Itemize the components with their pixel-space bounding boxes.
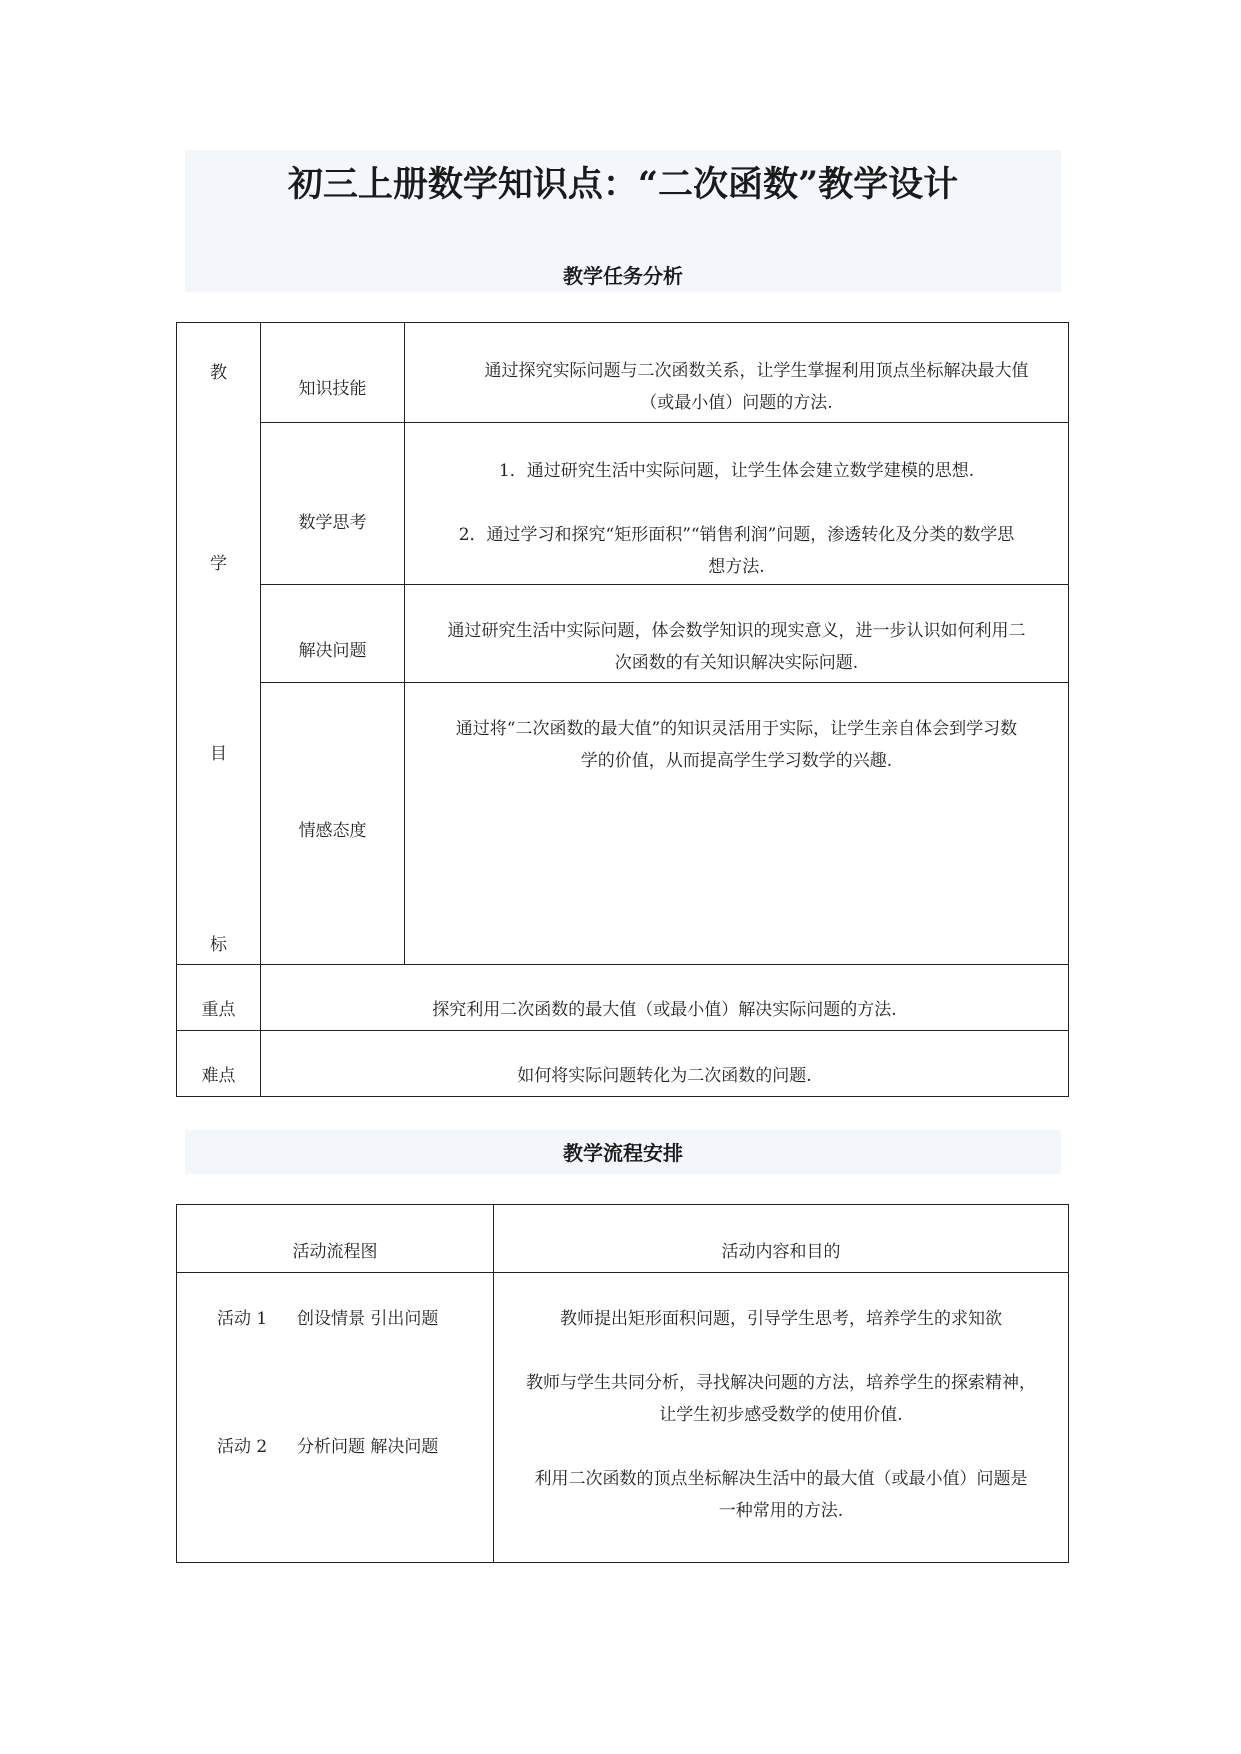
table-row <box>177 423 1069 585</box>
category-cell <box>261 683 405 965</box>
table-row <box>177 1031 1069 1097</box>
activity-name: 分析问题 解决问题 <box>297 1437 439 1457</box>
header-activity-flow: 活动流程图 <box>177 1205 494 1273</box>
description-line <box>415 487 1058 519</box>
table-row <box>177 683 1069 965</box>
goal-label-char: 教 <box>210 363 227 383</box>
table-row <box>177 965 1069 1031</box>
category-label: 知识技能 <box>298 379 367 399</box>
description-line: 通过研究生活中实际问题，体会数学知识的现实意义，进一步认识如何利用二 <box>447 621 1026 641</box>
table-row <box>177 323 1069 423</box>
content-paragraph: 一种常用的方法. <box>718 1501 844 1521</box>
content-paragraph: 利用二次函数的顶点坐标解决生活中的最大值（或最小值）问题是 <box>534 1469 1028 1489</box>
teaching-flow-table <box>176 1204 1069 1563</box>
category-label: 情感态度 <box>298 821 367 841</box>
content-paragraph: 让学生初步感受数学的使用价值. <box>659 1405 903 1425</box>
content-paragraph: 教师提出矩形面积问题，引导学生思考，培养学生的求知欲 <box>560 1309 1002 1329</box>
table-row <box>177 1273 1069 1563</box>
difficult-point-label: 难点 <box>177 1031 261 1097</box>
activity-number: 活动 2 <box>217 1437 268 1457</box>
goal-label-char: 目 <box>210 744 227 765</box>
description-line: 次函数的有关知识解决实际问题. <box>614 653 859 673</box>
document-title: 初三上册数学知识点：“二次函数”教学设计 <box>287 164 959 205</box>
activity-number: 活动 1 <box>217 1309 268 1329</box>
description-cell <box>405 323 1069 423</box>
task-analysis-table <box>176 322 1069 1097</box>
description-cell <box>405 585 1069 683</box>
description-line: 1．通过研究生活中实际问题，让学生体会建立数学建模的思想. <box>498 461 975 481</box>
description-line: 通过将“二次函数的最大值”的知识灵活用于实际，让学生亲自体会到学习数 <box>455 719 1018 739</box>
header-activity-content: 活动内容和目的 <box>494 1205 1069 1273</box>
description-cell <box>405 683 1069 965</box>
table-row <box>177 1205 1069 1273</box>
description-line: 通过探究实际问题与二次函数关系，让学生掌握利用顶点坐标解决最大值 <box>484 361 1029 381</box>
description-line: （或最小值）问题的方法. <box>640 393 833 413</box>
activity-item <box>177 1431 493 1463</box>
activity-item <box>177 1303 493 1335</box>
key-point-label: 重点 <box>177 965 261 1031</box>
activity-name: 创设情景 引出问题 <box>297 1309 439 1329</box>
section-heading-teaching-flow: 教学流程安排 <box>563 1141 683 1165</box>
category-label: 数学思考 <box>298 513 367 533</box>
goal-label-char: 学 <box>210 553 227 574</box>
content-paragraph: 教师与学生共同分析，寻找解决问题的方法，培养学生的探索精神， <box>526 1373 1036 1393</box>
key-point-text: 探究利用二次函数的最大值（或最小值）解决实际问题的方法. <box>261 965 1069 1031</box>
difficult-point-text: 如何将实际问题转化为二次函数的问题. <box>261 1031 1069 1097</box>
category-cell <box>261 585 405 683</box>
activity-content-cell <box>494 1273 1069 1563</box>
description-line: 学的价值，从而提高学生学习数学的兴趣. <box>580 751 893 771</box>
category-label: 解决问题 <box>298 641 367 661</box>
description-line: 想方法. <box>708 557 765 577</box>
category-cell <box>261 423 405 585</box>
table-row <box>177 585 1069 683</box>
goal-label-char: 标 <box>210 934 227 955</box>
category-cell <box>261 323 405 423</box>
goal-label-cell <box>177 323 261 965</box>
description-line: 2．通过学习和探究“矩形面积”“销售利润”问题，渗透转化及分类的数学思 <box>458 525 1015 545</box>
activity-list-cell <box>177 1273 494 1563</box>
description-cell <box>405 423 1069 585</box>
section-heading-task-analysis: 教学任务分析 <box>563 264 683 288</box>
